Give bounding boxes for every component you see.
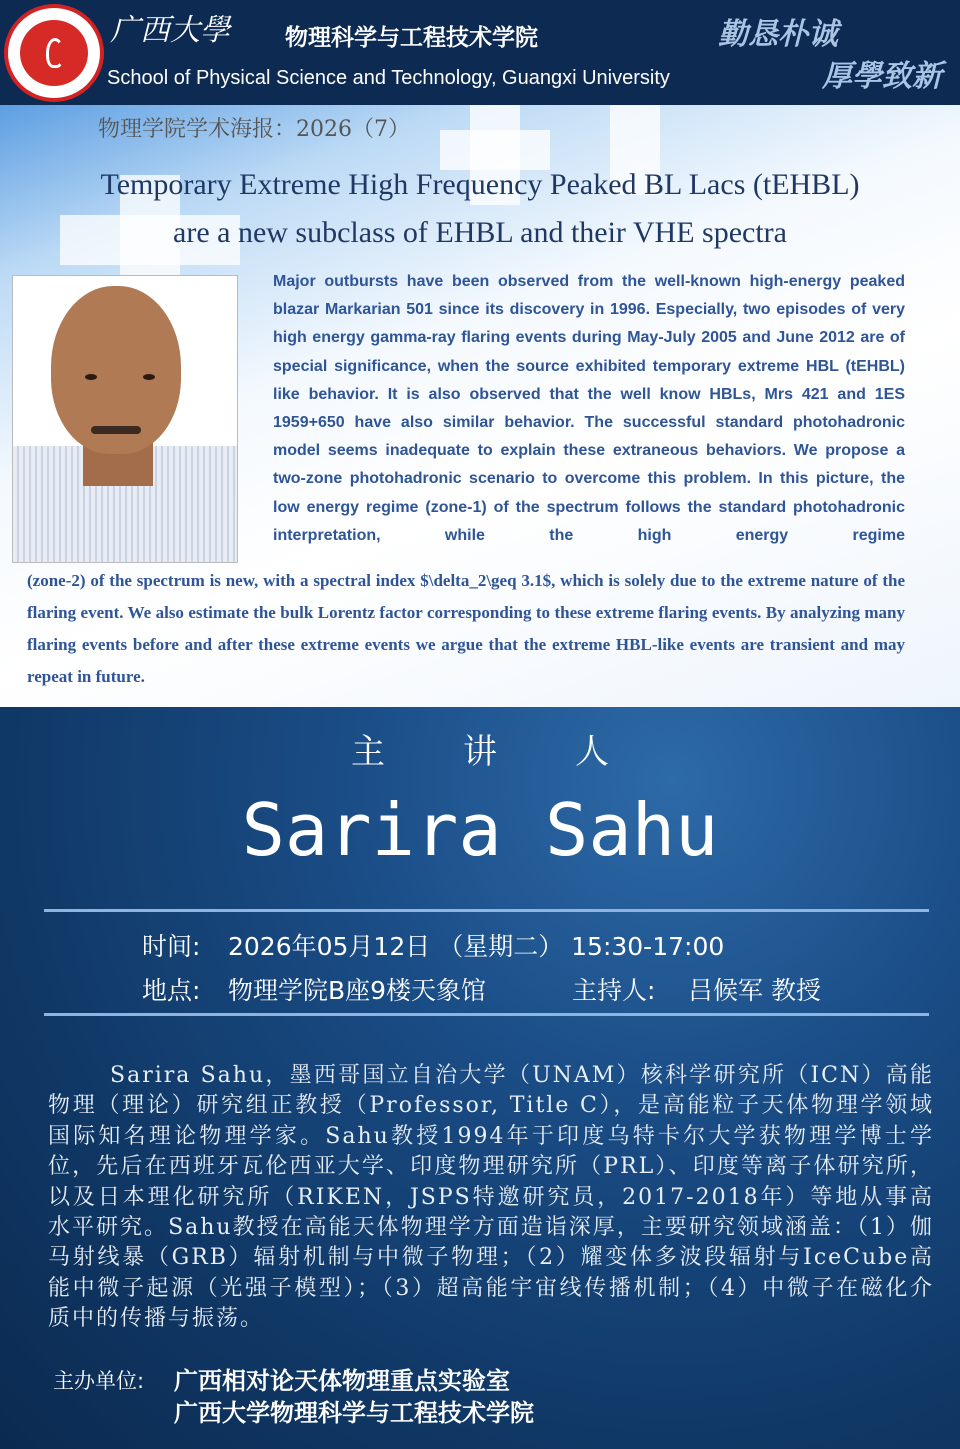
place-label: 地点: [142, 976, 201, 1005]
organizer-1: 广西相对论天体物理重点实验室 [174, 1366, 510, 1395]
speaker-section [0, 707, 960, 1449]
university-name-cn: 广西大學 [110, 13, 230, 48]
time-value: 2026年05月12日 （星期二） 15:30-17:00 [228, 932, 725, 961]
time-row [142, 925, 960, 969]
speaker-name: Sarira Sahu [241, 788, 719, 872]
abstract-text-part-2: (zone-2) of the spectrum is new, with a spectral index $\delta_2\geq 3.1$, which is solely due to the extreme nature of the flaring event. We also estimate the bulk Lorentz factor corresponding to these extreme flaring events. By analyzing many flaring events before and after these extreme events we argue that the extreme HBL-like events are transient and may repeat in future. [27, 571, 905, 686]
organizers [0, 1365, 960, 1429]
place-row [142, 969, 960, 1013]
school-name-en: School of Physical Science and Technology, Guangxi University [107, 67, 670, 89]
organizer-2: 广西大学物理科学与工程技术学院 [174, 1398, 534, 1427]
divider [44, 909, 929, 912]
university-seal-logo [4, 4, 104, 102]
abstract-text-part-1: Major outbursts have been observed from the well-known high-energy peaked blazar Markarian 501 since its discovery in 1996. Especially, two episodes of very high energy gamma-ray flaring events during May-July 2005 and June 2012 are of special significance, when the source exhibited temporary extreme HBL (tEHBL) like behavior. It is also observed that the well know HBLs, Mrs 421 and 1ES 1959+650 have also similar behavior. The successful standard photohadronic model seems inadequate to explain these extraneous behaviors. We propose a two-zone photohadronic scenario to overcome this problem. In this picture, the low energy regime (zone-1) of the spectrum follows the standard photohadronic interpretation, while the high energy regime [273, 273, 905, 544]
abstract [0, 268, 960, 693]
speaker-label: 主讲人 [351, 732, 687, 772]
header-banner [0, 0, 960, 105]
time-label: 时间: [142, 932, 201, 961]
motto-line-1: 勤恳朴诚 [718, 17, 838, 52]
talk-title-line-1: Temporary Extreme High Frequency Peaked BL Lacs (tEHBL) [100, 168, 860, 201]
place-value: 物理学院B座9楼天象馆 [228, 976, 487, 1005]
talk-title-line-2: are a new subclass of EHBL and their VHE spectra [173, 216, 787, 249]
organizer-label: 主办单位: [53, 1368, 145, 1393]
speaker-photo [12, 275, 238, 563]
motto-line-2: 厚學致新 [822, 59, 942, 94]
event-info [0, 925, 960, 1013]
host-label: 主持人: [572, 976, 656, 1005]
abstract-section [0, 105, 960, 707]
divider [44, 1013, 929, 1016]
speaker-bio: Sarira Sahu，墨西哥国立自治大学（UNAM）核科学研究所（ICN）高能物理（理论）研究组正教授（Professor, Title C），是高能粒子天体物理学领域国际知名理论物理学家。Sahu教授1994年于印度乌特卡尔大学获物理学博士学位，先后在西班牙瓦伦西亚大学、印度物理研究所（PRL）、印度等离子体研究所，以及日本理化研究所（RIKEN，JSPS特邀研究员，2017-2018年）等地从事高水平研究。Sahu教授在高能天体物理学方面造诣深厚，主要研究领域涵盖：（1）伽马射线暴（GRB）辐射机制与中微子物理；（2）耀变体多波段辐射与IceCube高能中微子起源（光强子模型）；（3）超高能宇宙线传播机制；（4）中微子在磁化介质中的传播与振荡。 [48, 1063, 934, 1332]
host-value: 吕候军 教授 [688, 976, 821, 1005]
poster-series: 物理学院学术海报：2026（7） [98, 117, 410, 142]
school-name-cn: 物理科学与工程技术学院 [285, 25, 538, 51]
